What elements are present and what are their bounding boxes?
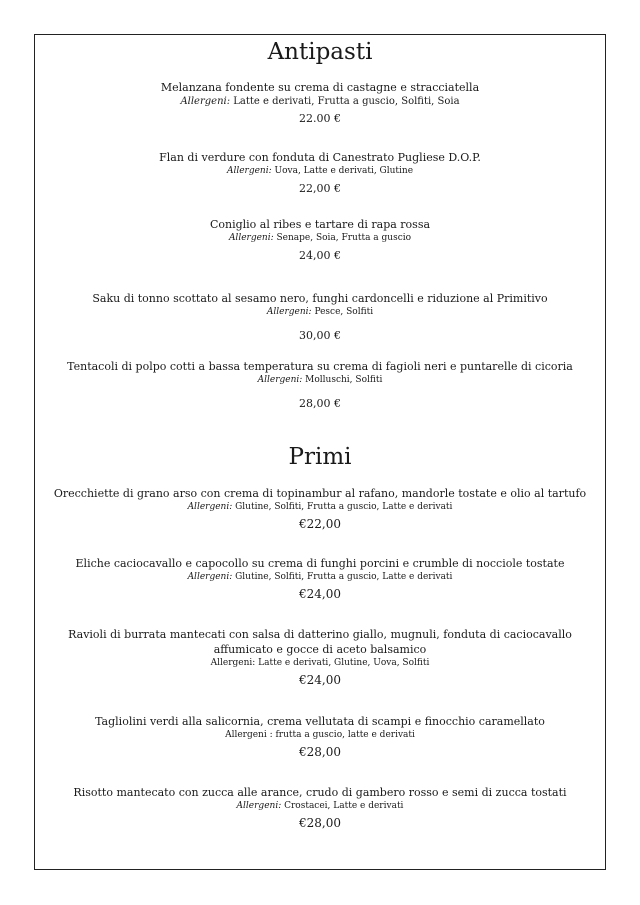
dish-item — [35, 359, 605, 411]
allergen-list: Glutine, Solfiti, Frutta a guscio, Latte e derivati — [232, 502, 453, 512]
allergen-label: Allergeni: — [257, 375, 303, 385]
dish-allergens — [35, 571, 605, 584]
dish-allergens — [35, 374, 605, 387]
dish-allergens — [35, 306, 605, 319]
section-title-primi: Primi — [288, 444, 352, 470]
dish-allergens — [35, 165, 605, 178]
allergen-label: Allergeni: — [226, 166, 272, 176]
allergen-list: Senape, Soia, Frutta a guscio — [273, 233, 412, 243]
dish-item — [35, 556, 605, 602]
allergen-list: Latte e derivati, Frutta a guscio, Solfiti, Soia — [230, 96, 460, 107]
dish-item — [35, 80, 605, 126]
allergen-label: Allergeni: — [187, 572, 233, 582]
dish-item — [35, 627, 605, 688]
dish-price: 28,00 € — [299, 397, 341, 410]
dish-price: €24,00 — [299, 587, 341, 601]
dish-allergens — [35, 232, 605, 245]
dish-allergens — [35, 800, 605, 813]
dish-allergens — [35, 657, 605, 670]
allergen-list: Allergeni : frutta a guscio, latte e derivati — [225, 730, 415, 740]
dish-price: 22.00 € — [299, 112, 341, 125]
allergen-label: Allergeni: — [228, 233, 274, 243]
dish-name: Melanzana fondente su crema di castagne e stracciatella — [160, 81, 480, 94]
dish-price: €28,00 — [299, 816, 341, 830]
dish-name: Saku di tonno scottato al sesamo nero, funghi cardoncelli e riduzione al Primitivo — [92, 292, 548, 305]
dish-price: €24,00 — [299, 673, 341, 687]
allergen-list: Pesce, Solfiti — [311, 307, 374, 317]
dish-name: Eliche caciocavallo e capocollo su crema di funghi porcini e crumble di nocciole tostate — [75, 557, 565, 570]
dish-price: 30,00 € — [299, 329, 341, 342]
dish-allergens — [35, 729, 605, 742]
dish-price: €22,00 — [299, 517, 341, 531]
allergen-label: Allergeni: — [180, 96, 231, 107]
dish-price: €28,00 — [299, 745, 341, 759]
allergen-label: Allergeni: — [266, 307, 312, 317]
dish-item — [35, 785, 605, 831]
menu-page-frame — [34, 34, 606, 870]
allergen-label: Allergeni: — [187, 502, 233, 512]
allergen-label: Allergeni: — [236, 801, 282, 811]
dish-item — [35, 291, 605, 343]
dish-name: Tagliolini verdi alla salicornia, crema vellutata di scampi e finocchio caramellato — [95, 715, 545, 728]
allergen-list: Molluschi, Solfiti — [302, 375, 383, 385]
allergen-list: Allergeni: Latte e derivati, Glutine, Uova, Solfiti — [210, 658, 430, 668]
dish-item — [35, 217, 605, 263]
section-title-antipasti: Antipasti — [267, 39, 373, 65]
allergen-list: Glutine, Solfiti, Frutta a guscio, Latte e derivati — [232, 572, 453, 582]
dish-name: Coniglio al ribes e tartare di rapa rossa — [209, 218, 431, 231]
dish-price: 22,00 € — [299, 182, 341, 195]
dish-price: 24,00 € — [299, 249, 341, 262]
dish-name: Ravioli di burrata mantecati con salsa di datterino giallo, mugnuli, fonduta di caciocavallo affumicato e gocce di aceto balsamico — [68, 628, 572, 656]
allergen-list: Uova, Latte e derivati, Glutine — [271, 166, 414, 176]
dish-name: Risotto mantecato con zucca alle arance, crudo di gambero rosso e semi di zucca tostati — [73, 786, 567, 799]
dish-name: Tentacoli di polpo cotti a bassa temperatura su crema di fagioli neri e puntarelle di cicoria — [67, 360, 573, 373]
dish-item — [35, 714, 605, 760]
dish-allergens — [35, 501, 605, 514]
dish-allergens — [35, 95, 605, 108]
dish-item — [35, 150, 605, 196]
allergen-list: Crostacei, Latte e derivati — [281, 801, 404, 811]
dish-name: Orecchiette di grano arso con crema di topinambur al rafano, mandorle tostate e olio al tartufo — [53, 487, 587, 500]
dish-name: Flan di verdure con fonduta di Canestrato Pugliese D.O.P. — [159, 151, 481, 164]
dish-item — [35, 486, 605, 532]
